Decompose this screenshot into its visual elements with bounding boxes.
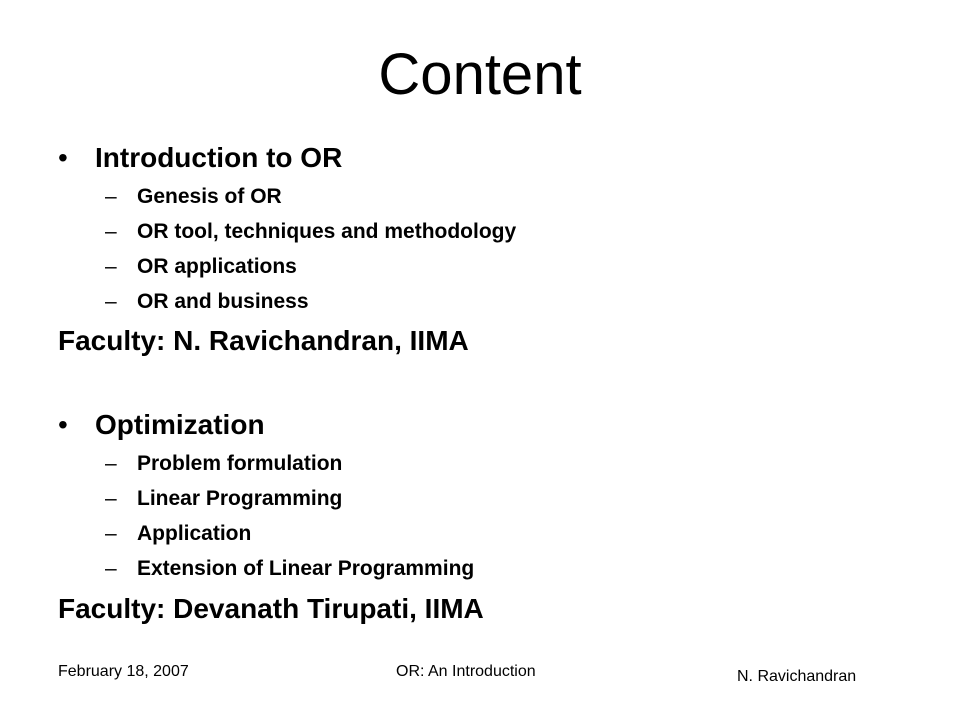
section-heading-text: Introduction to OR	[95, 142, 343, 173]
list-item-text: OR applications	[137, 255, 297, 278]
bullet-marker: •	[58, 409, 68, 440]
footer-author: N. Ravichandran	[737, 668, 857, 685]
dash-marker: –	[105, 452, 117, 475]
dash-marker: –	[105, 255, 117, 278]
footer-presentation-title: OR: An Introduction	[396, 663, 536, 680]
list-item-text: Problem formulation	[137, 452, 343, 475]
slide-title: Content	[378, 42, 582, 107]
list-item-text: Genesis of OR	[137, 185, 282, 208]
dash-marker: –	[105, 522, 117, 545]
list-item-text: Extension of Linear Programming	[137, 557, 475, 580]
dash-marker: –	[105, 290, 117, 313]
faculty-line-optimization: Faculty: Devanath Tirupati, IIMA	[58, 593, 484, 624]
footer-date: February 18, 2007	[58, 663, 189, 680]
list-item-text: Linear Programming	[137, 487, 343, 510]
dash-marker: –	[105, 487, 117, 510]
faculty-line-intro: Faculty: N. Ravichandran, IIMA	[58, 325, 469, 356]
list-item-text: OR tool, techniques and methodology	[137, 220, 517, 243]
section-heading-text: Optimization	[95, 409, 265, 440]
list-item-text: Application	[137, 522, 252, 545]
dash-marker: –	[105, 557, 117, 580]
bullet-marker: •	[58, 142, 68, 173]
dash-marker: –	[105, 185, 117, 208]
dash-marker: –	[105, 220, 117, 243]
list-item-text: OR and business	[137, 290, 309, 313]
